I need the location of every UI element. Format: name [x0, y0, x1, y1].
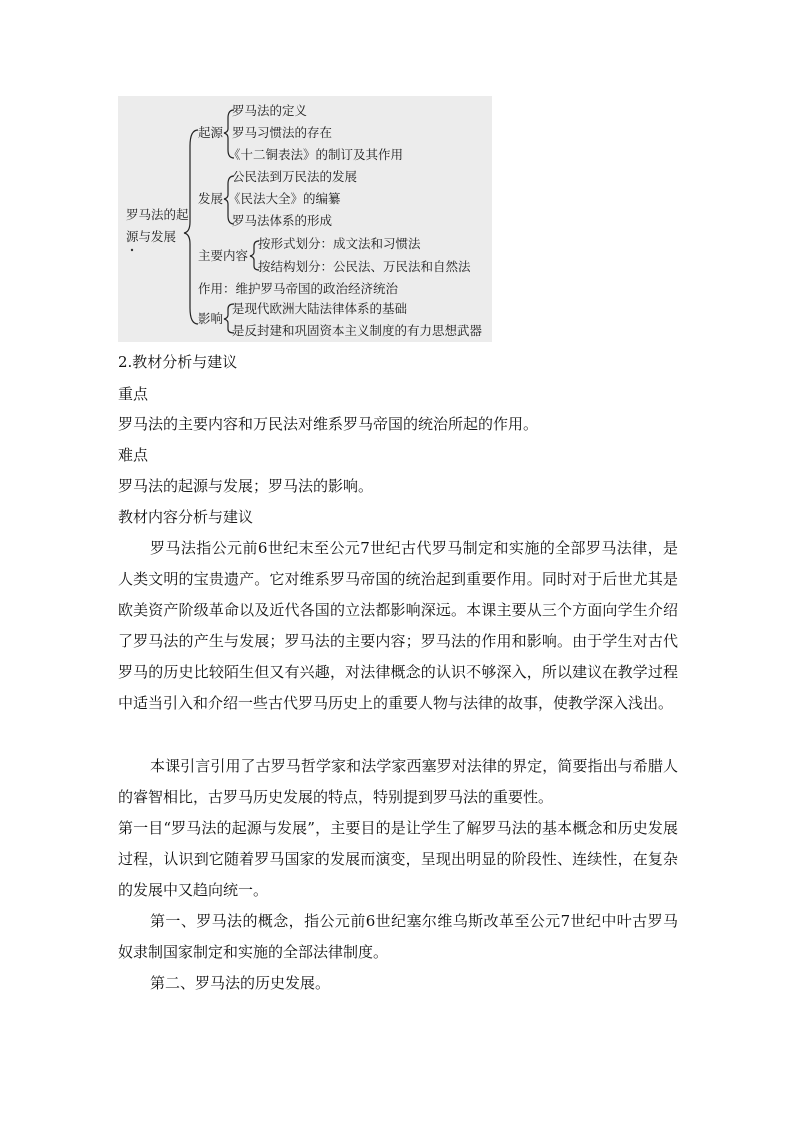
content-item: 按形式划分：成文法和习惯法	[258, 236, 421, 251]
development-item: 公民法到万民法的发展	[232, 169, 358, 184]
paragraph-first-section: 第一目“罗马法的起源与发展”，主要目的是让学生了解罗马法的基本概念和历史发展过程，认识到它随着罗马国家的发展而演变，呈现出明显的阶段性、连续性，在复杂的发展中又趋向统一。	[118, 819, 678, 899]
difficulty-heading: 难点	[118, 446, 149, 464]
origin-item: 罗马法的定义	[232, 103, 308, 118]
roman-law-concept-map	[118, 96, 492, 342]
difficulty-text: 罗马法的起源与发展；罗马法的影响。	[118, 477, 374, 495]
origin-item: 罗马习惯法的存在	[232, 125, 333, 140]
paragraph-introduction: 本课引言引用了古罗马哲学家和法学家西塞罗对法律的界定，简要指出与希腊人的睿智相比，古罗马历史发展的特点，特别提到罗马法的重要性。	[118, 757, 678, 806]
paragraph-history: 第二、罗马法的历史发展。	[150, 974, 331, 992]
paragraph-overview: 罗马法指公元前6世纪末至公元7世纪古代罗马制定和实施的全部罗马法律，是人类文明的宝贵遗产。它对维系罗马帝国的统治起到重要作用。同时对于后世尤其是欧美资产阶级革命以及近代各国的立法都影响深远。本课主要从三个方面向学生介绍了罗马法的产生与发展；罗马法的主要内容；罗马法的作用和影响。由于学生对古代罗马的历史比较陌生但又有兴趣，对法律概念的认识不够深入，所以建议在教学过程中适当引入和介绍一些古代罗马历史上的重要人物与法律的故事，使教学深入浅出。	[118, 539, 678, 712]
branch-function-label: 作用：维护罗马帝国的政治经济统治	[198, 281, 399, 296]
branch-origin-label: 起源	[198, 125, 224, 140]
branch-content-label: 主要内容	[198, 248, 249, 263]
branch-influence-label: 影响	[198, 311, 224, 326]
development-item: 罗马法体系的形成	[232, 213, 333, 228]
development-item: 《民法大全》的编纂	[228, 191, 341, 206]
influence-item: 是反封建和巩固资本主义制度的有力思想武器	[232, 323, 483, 338]
section-title: 2.教材分析与建议	[118, 353, 238, 371]
root-label-line2: 源与发展	[126, 229, 177, 244]
root-label-line1: 罗马法的起	[126, 207, 189, 222]
influence-item: 是现代欧洲大陆法律体系的基础	[232, 301, 408, 316]
key-point-heading: 重点	[118, 385, 149, 403]
paragraph-concept: 第一、罗马法的概念，指公元前6世纪塞尔维乌斯改革至公元7世纪中叶古罗马奴隶制国家制定和实施的全部法律制度。	[118, 912, 678, 961]
key-point-text: 罗马法的主要内容和万民法对维系罗马帝国的统治所起的作用。	[118, 415, 539, 433]
analysis-heading: 教材内容分析与建议	[118, 508, 254, 526]
origin-item: 《十二铜表法》的制订及其作用	[228, 147, 404, 162]
content-item: 按结构划分：公民法、万民法和自然法	[258, 259, 471, 274]
main-brace	[184, 130, 198, 324]
branch-development-label: 发展	[198, 191, 224, 206]
